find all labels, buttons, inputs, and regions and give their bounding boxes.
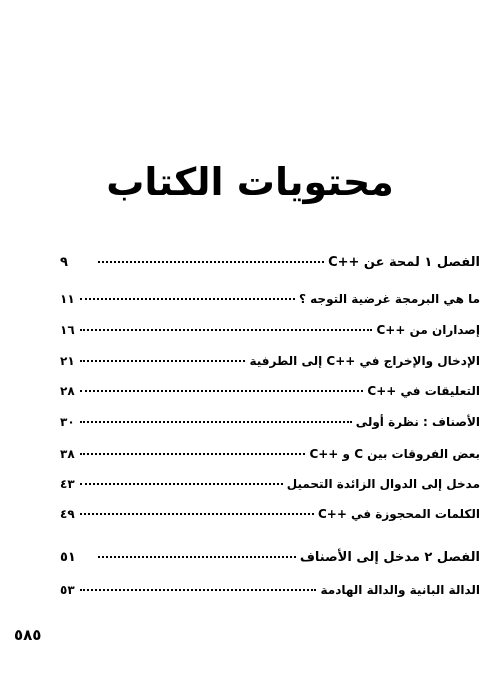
dot-leader xyxy=(80,513,314,515)
dot-leader xyxy=(80,453,305,455)
toc-label: الأصناف : نظرة أولى xyxy=(355,415,480,429)
toc-entry[interactable] xyxy=(60,292,480,306)
toc-label: مدخل إلى الدوال الزائدة التحميل xyxy=(286,477,480,491)
toc-page-number: ٤٣ xyxy=(60,477,75,491)
toc-label: بعض الفروقات بين C و ++C xyxy=(309,447,480,461)
toc-label: الدالة البانية والدالة الهادمة xyxy=(320,583,480,597)
toc-page-number: ٥٣ xyxy=(60,583,75,597)
toc-page-number: ١٦ xyxy=(60,323,75,337)
toc-label: إصداران من ++C xyxy=(376,323,480,337)
toc-label: الفصل ٢ مدخل إلى الأصناف xyxy=(299,550,480,565)
toc-page-number: ٢٨ xyxy=(60,384,75,398)
toc-page-number: ٢١ xyxy=(60,354,75,368)
toc-chapter-1[interactable] xyxy=(60,255,480,270)
dot-leader xyxy=(98,261,324,263)
toc-entry[interactable] xyxy=(60,354,480,368)
toc-entry[interactable] xyxy=(60,477,480,491)
toc-label: الفصل ١ لمحة عن ++C xyxy=(328,255,480,270)
dot-leader xyxy=(80,483,283,485)
toc-page-number: ٥١ xyxy=(60,550,76,565)
toc-page-number: ٣٨ xyxy=(60,447,75,461)
toc-page-number: ٤٩ xyxy=(60,507,75,521)
page-title: محتويات الكتاب xyxy=(106,160,394,204)
toc-entry[interactable] xyxy=(60,415,480,429)
toc-entry[interactable] xyxy=(60,507,480,521)
toc-label: الكلمات المحجوزة في ++C xyxy=(317,507,480,521)
dot-leader xyxy=(80,298,295,300)
dot-leader xyxy=(80,421,352,423)
dot-leader xyxy=(80,329,372,331)
toc-chapter-2[interactable] xyxy=(60,550,480,565)
dot-leader xyxy=(98,556,296,558)
toc-label: ما هي البرمجة غرضية التوجه ؟ xyxy=(299,292,480,306)
dot-leader xyxy=(80,589,316,591)
toc-label: الإدخال والإخراج في ++C إلى الطرفية xyxy=(249,354,480,368)
toc-page-number: ٣٠ xyxy=(60,415,75,429)
toc-entry[interactable] xyxy=(60,447,480,461)
toc-entry[interactable] xyxy=(60,323,480,337)
toc-entry[interactable] xyxy=(60,384,480,398)
page-number: ٥٨٥ xyxy=(14,626,42,644)
toc-label: التعليقات في ++C xyxy=(367,384,480,398)
toc-page-number: ١١ xyxy=(60,292,75,306)
dot-leader xyxy=(80,360,245,362)
toc-entry[interactable] xyxy=(60,583,480,597)
toc-page-number: ٩ xyxy=(60,255,68,270)
dot-leader xyxy=(80,390,363,392)
